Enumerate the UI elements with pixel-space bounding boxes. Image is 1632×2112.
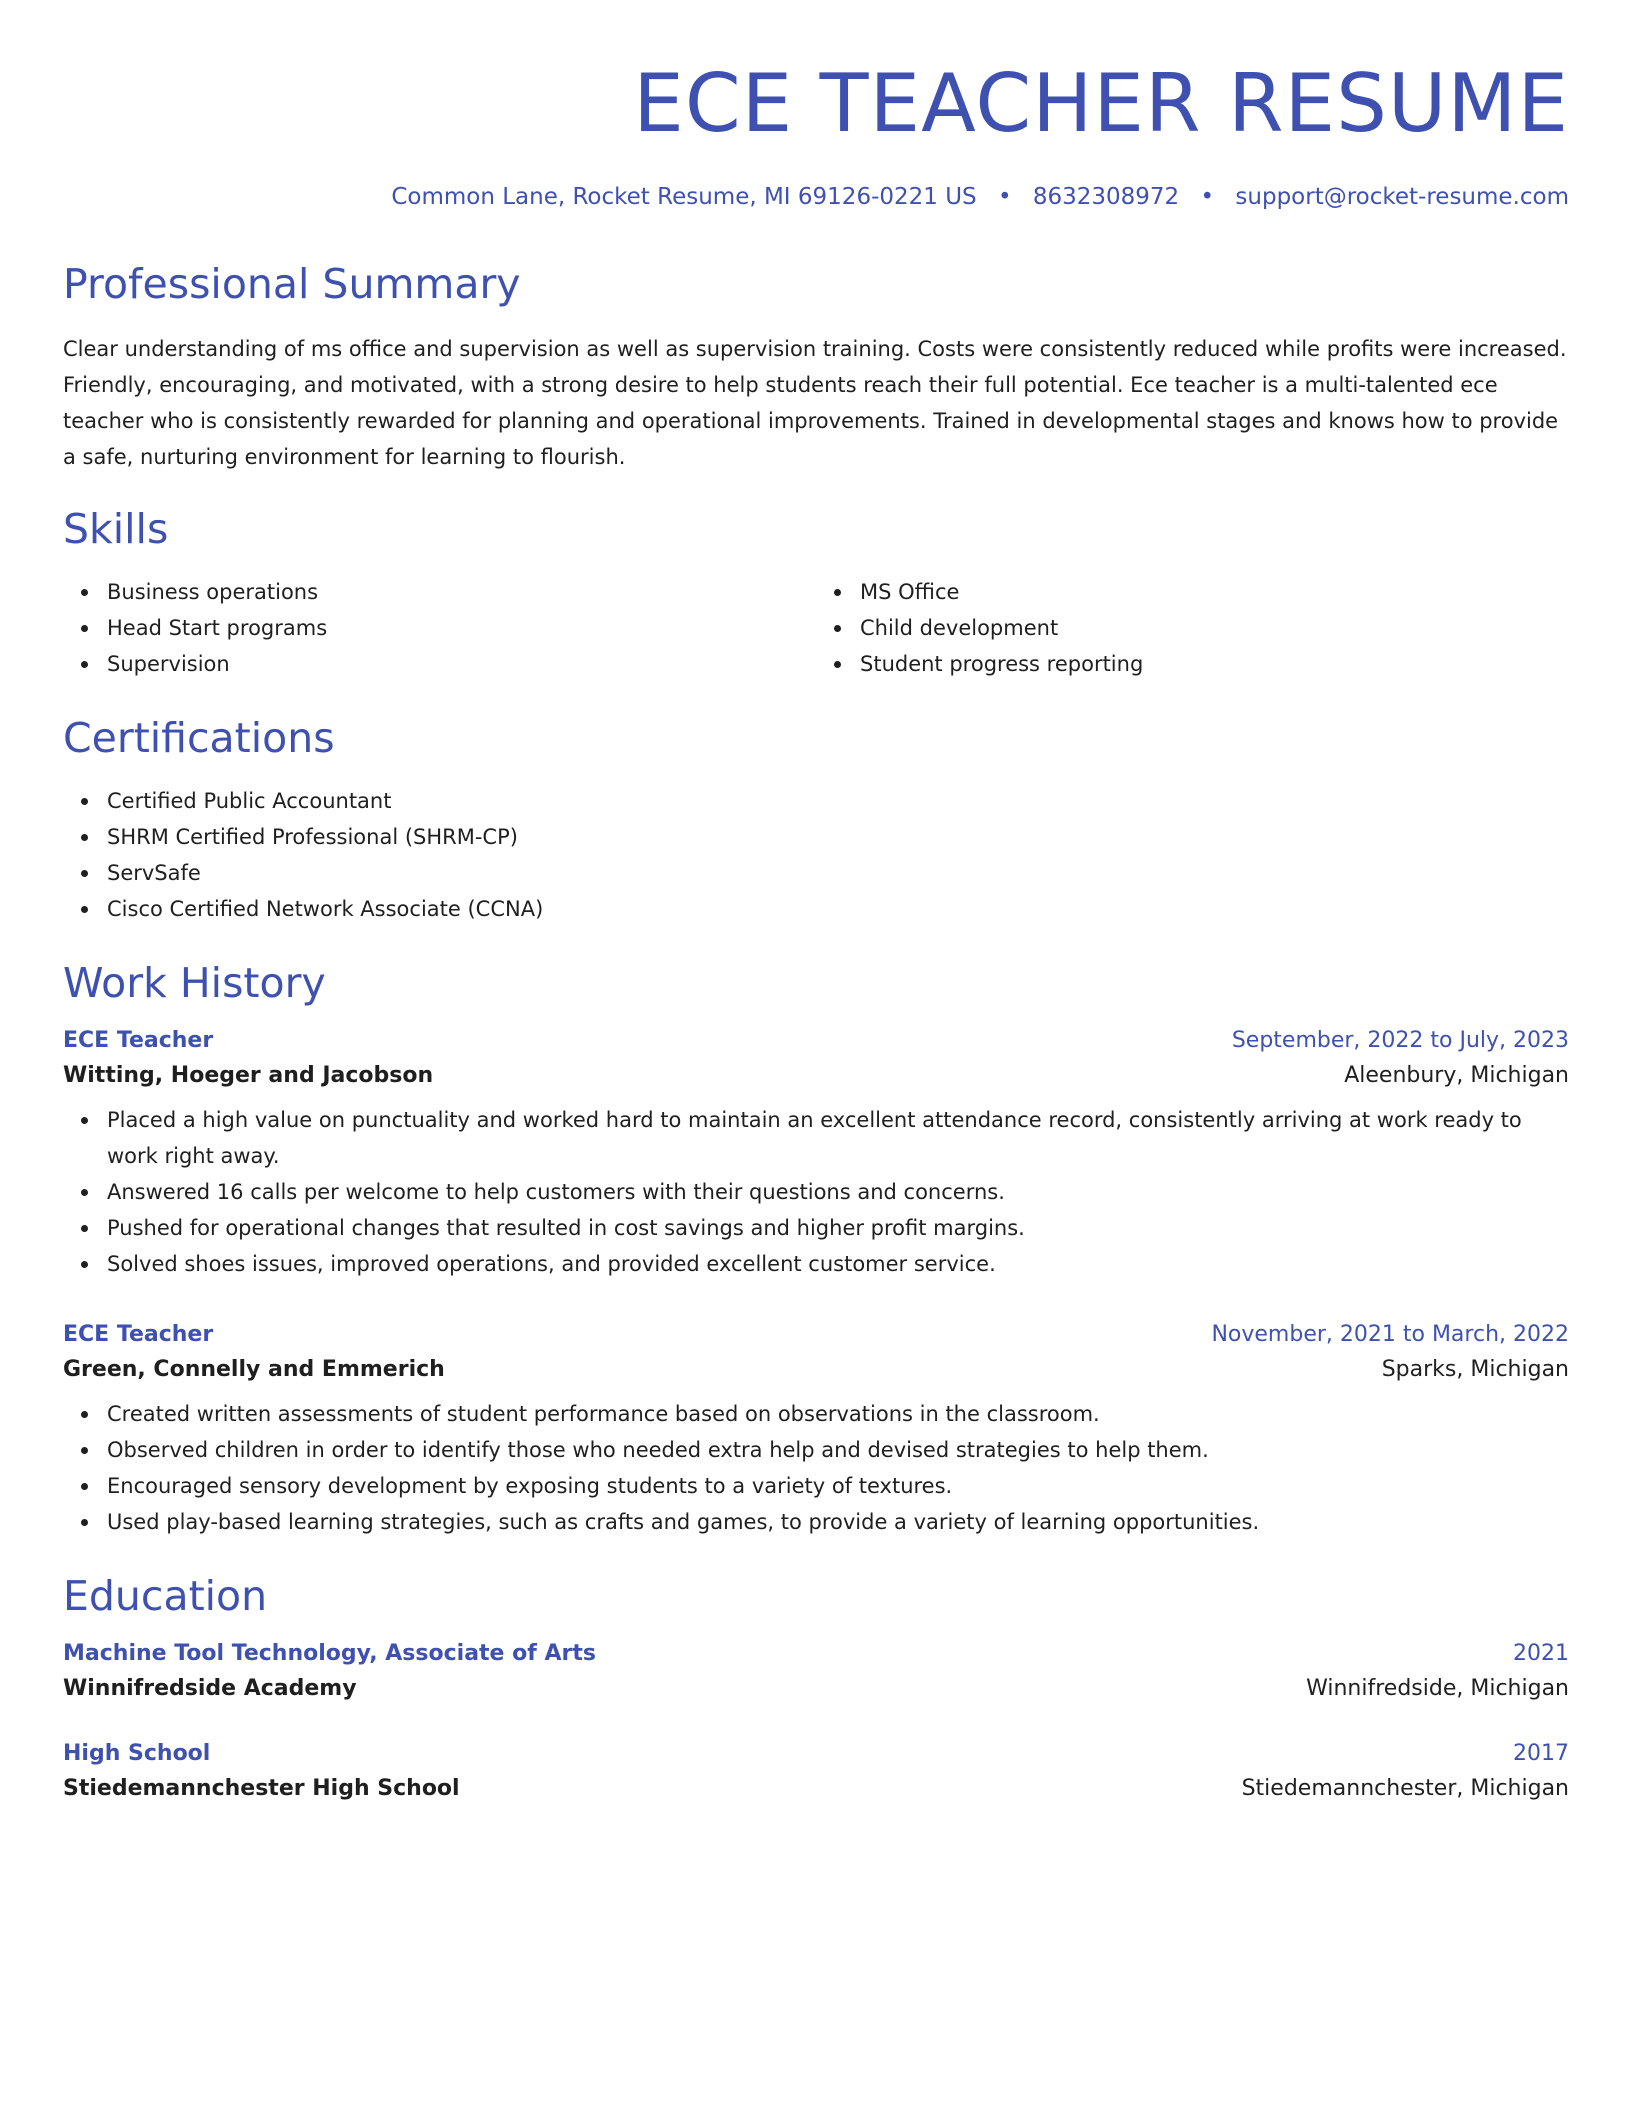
job-entry [63, 1028, 1569, 1282]
certification-item: Cisco Certified Network Associate (CCNA) [63, 891, 1569, 927]
skill-item: Supervision [63, 646, 816, 682]
job-location: Sparks, Michigan [1381, 1357, 1569, 1383]
skill-item: Business operations [63, 574, 816, 610]
job-bullet: Used play-based learning strategies, such as crafts and games, to provide a variety of learning opportunities. [63, 1504, 1569, 1540]
job-bullet: Observed children in order to identify those who needed extra help and devised strategies to help them. [63, 1432, 1569, 1468]
resume-header [63, 57, 1569, 210]
education-header-row [63, 1641, 1569, 1666]
job-company: Witting, Hoeger and Jacobson [63, 1063, 434, 1089]
skills-heading: Skills [63, 505, 169, 554]
job-dates: September, 2022 to July, 2023 [1231, 1028, 1569, 1054]
job-bullet: Solved shoes issues, improved operations, and provided excellent customer service. [63, 1246, 1569, 1282]
job-company-row [63, 1063, 1569, 1088]
education-degree: Machine Tool Technology, Associate of Arts [63, 1641, 596, 1667]
contact-phone: 8632308972 [1032, 184, 1180, 210]
skills-list [63, 574, 1569, 682]
education-year: 2021 [1513, 1641, 1569, 1667]
education-location: Stiedemannchester, Michigan [1241, 1776, 1569, 1802]
education-school: Stiedemannchester High School [63, 1776, 460, 1802]
job-bullet: Created written assessments of student performance based on observations in the classroom. [63, 1396, 1569, 1432]
education-degree: High School [63, 1741, 211, 1767]
certification-item: SHRM Certified Professional (SHRM-CP) [63, 819, 1569, 855]
contact-address: Common Lane, Rocket Resume, MI 69126-0221 US [391, 184, 977, 210]
certification-item: Certified Public Accountant [63, 783, 1569, 819]
education-entry [63, 1641, 1569, 1701]
education-school-row [63, 1776, 1569, 1801]
education-school-row [63, 1676, 1569, 1701]
contact-separator: • [1200, 184, 1215, 210]
certifications-list [63, 783, 1569, 927]
job-entry [63, 1322, 1569, 1540]
job-bullet: Pushed for operational changes that resulted in cost savings and higher profit margins. [63, 1210, 1569, 1246]
work-history-heading: Work History [63, 959, 326, 1008]
certification-item: ServSafe [63, 855, 1569, 891]
education-entry [63, 1741, 1569, 1801]
job-bullet: Placed a high value on punctuality and worked hard to maintain an excellent attendance record, consistently arriving at work ready to work right away. [63, 1102, 1569, 1174]
education-year: 2017 [1513, 1741, 1569, 1767]
job-company: Green, Connelly and Emmerich [63, 1357, 445, 1383]
skills-column-right [816, 574, 1569, 682]
skill-item: Student progress reporting [816, 646, 1569, 682]
skill-item: Child development [816, 610, 1569, 646]
summary-text: Clear understanding of ms office and supervision as well as supervision training. Costs were consistently reduced while profits were increased. Friendly, encouraging, and motivated, with a strong desire to help students reach their full potential. Ece teacher is a multi-talented ece teacher who is consistently rewarded for planning and operational improvements. Trained in developmental stages and knows how to provide a safe, nurturing environment for learning to flourish. [63, 337, 1567, 470]
job-bullet: Answered 16 calls per welcome to help customers with their questions and concerns. [63, 1174, 1569, 1210]
contact-line [63, 184, 1569, 210]
contact-email: support@rocket-resume.com [1235, 184, 1569, 210]
job-location: Aleenbury, Michigan [1344, 1063, 1569, 1089]
job-bullets [63, 1396, 1569, 1540]
certifications-heading: Certifications [63, 714, 335, 763]
education-heading: Education [63, 1572, 268, 1621]
summary-heading: Professional Summary [63, 260, 521, 308]
job-role: ECE Teacher [63, 1028, 214, 1054]
resume-title: ECE TEACHER RESUME [633, 57, 1569, 150]
education-header-row [63, 1741, 1569, 1766]
skill-item: Head Start programs [63, 610, 816, 646]
education-school: Winnifredside Academy [63, 1676, 357, 1702]
job-role: ECE Teacher [63, 1322, 214, 1348]
job-bullet: Encouraged sensory development by exposing students to a variety of textures. [63, 1468, 1569, 1504]
skills-column-left [63, 574, 816, 682]
job-dates: November, 2021 to March, 2022 [1211, 1322, 1569, 1348]
job-header-row [63, 1322, 1569, 1347]
job-bullets [63, 1102, 1569, 1282]
skill-item: MS Office [816, 574, 1569, 610]
job-company-row [63, 1357, 1569, 1382]
job-header-row [63, 1028, 1569, 1053]
contact-separator: • [997, 184, 1012, 210]
education-location: Winnifredside, Michigan [1306, 1676, 1569, 1702]
